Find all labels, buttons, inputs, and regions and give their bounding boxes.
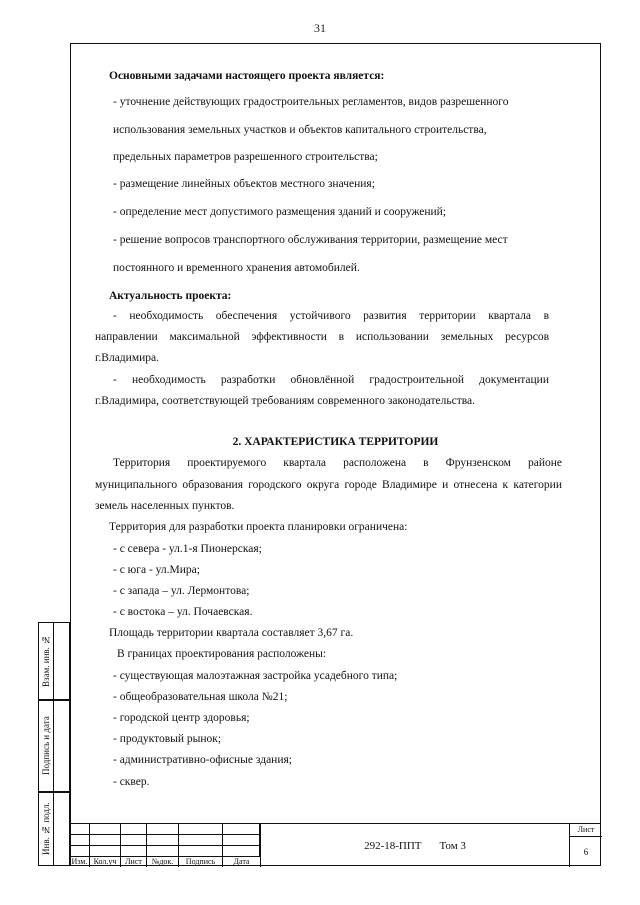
bound-item: - с востока – ул. Почаевская. (113, 606, 253, 618)
located-heading: В границах проектирования расположены: (117, 648, 327, 660)
col-header: Подпись (179, 857, 223, 867)
intro-line: Территория проектируемого квартала расположена в Фрунзенском районе (113, 457, 562, 469)
section-heading: 2. ХАРАКТЕРИСТИКА ТЕРРИТОРИИ (232, 436, 439, 448)
col-header: Дата (233, 857, 250, 866)
located-item: - существующая малоэтажная застройка усадебного типа; (113, 670, 398, 682)
located-item: - городской центр здоровья; (113, 712, 250, 724)
tasks-line: - размещение линейных объектов местного значения; (113, 178, 375, 190)
tasks-line: использования земельных участков и объектов капитального строительства, (113, 124, 487, 136)
relevance-heading: Актуальность проекта: (109, 290, 232, 302)
col-header: Изм. (70, 857, 90, 867)
located-item: - продуктовый рынок; (113, 733, 222, 745)
revision-table (70, 824, 260, 867)
relevance-line: г.Владимира, соответствующей требованиям современного законодательства. (95, 395, 475, 407)
bounds-heading: Территория для разработки проекта планировки ограничена: (109, 521, 408, 533)
intro-line: земель населенных пунктов. (95, 500, 235, 512)
sheet-label: Лист (570, 824, 602, 837)
relevance-line: - необходимость обеспечения устойчивого развития территории квартала в (113, 310, 549, 322)
tasks-heading: Основными задачами настоящего проекта является: (109, 70, 385, 82)
relevance-line: направлении максимальной эффективности в использовании земельных ресурсов (95, 331, 549, 343)
col-header: Лист (121, 857, 147, 867)
title-block (70, 823, 601, 866)
volume-label: Том 3 (439, 839, 466, 852)
side-stamp-signature (38, 700, 70, 792)
bound-item: - с юга - ул.Мира; (113, 564, 200, 576)
bound-item: - с запада – ул. Лермонтова; (113, 585, 250, 597)
sheet-cell (569, 824, 601, 867)
side-stamp-label: Подпись и дата (41, 716, 51, 776)
tasks-line: предельных параметров разрешенного строительства; (113, 151, 378, 163)
side-stamp-label: Инв. № подл. (41, 802, 51, 856)
relevance-line: г.Владимира. (95, 352, 159, 364)
tasks-line: - определение мест допустимого размещения зданий и сооружений; (113, 206, 447, 218)
document-code: 292-18-ППТ (364, 839, 422, 852)
side-stamp-inventory (38, 792, 70, 866)
col-header: №док. (147, 857, 179, 867)
area-line: Площадь территории квартала составляет 3,67 га. (109, 627, 354, 639)
sheet-number: 6 (583, 846, 589, 857)
intro-line: муниципального образования городского округа городе Владимире и отнесена к категории (95, 479, 562, 491)
located-item: - общеобразовательная школа №21; (113, 691, 288, 703)
col-header: Кол.уч (90, 857, 121, 867)
side-stamp-label: Взам. инв. № (41, 634, 51, 688)
located-item: - административно-офисные здания; (113, 754, 292, 766)
side-stamp-replacement (38, 622, 70, 700)
tasks-line: - решение вопросов транспортного обслуживания территории, размещение мест (113, 234, 508, 246)
relevance-line: - необходимость разработки обновлённой градостроительной документации (113, 374, 549, 386)
page-number: 31 (314, 21, 326, 35)
tasks-line: - уточнение действующих градостроительных регламентов, видов разрешенного (113, 96, 509, 108)
located-item: - сквер. (113, 776, 150, 788)
document-code-cell (260, 824, 569, 867)
bound-item: - с севера - ул.1-я Пионерская; (113, 543, 262, 555)
tasks-line: постоянного и временного хранения автомобилей. (113, 262, 360, 274)
